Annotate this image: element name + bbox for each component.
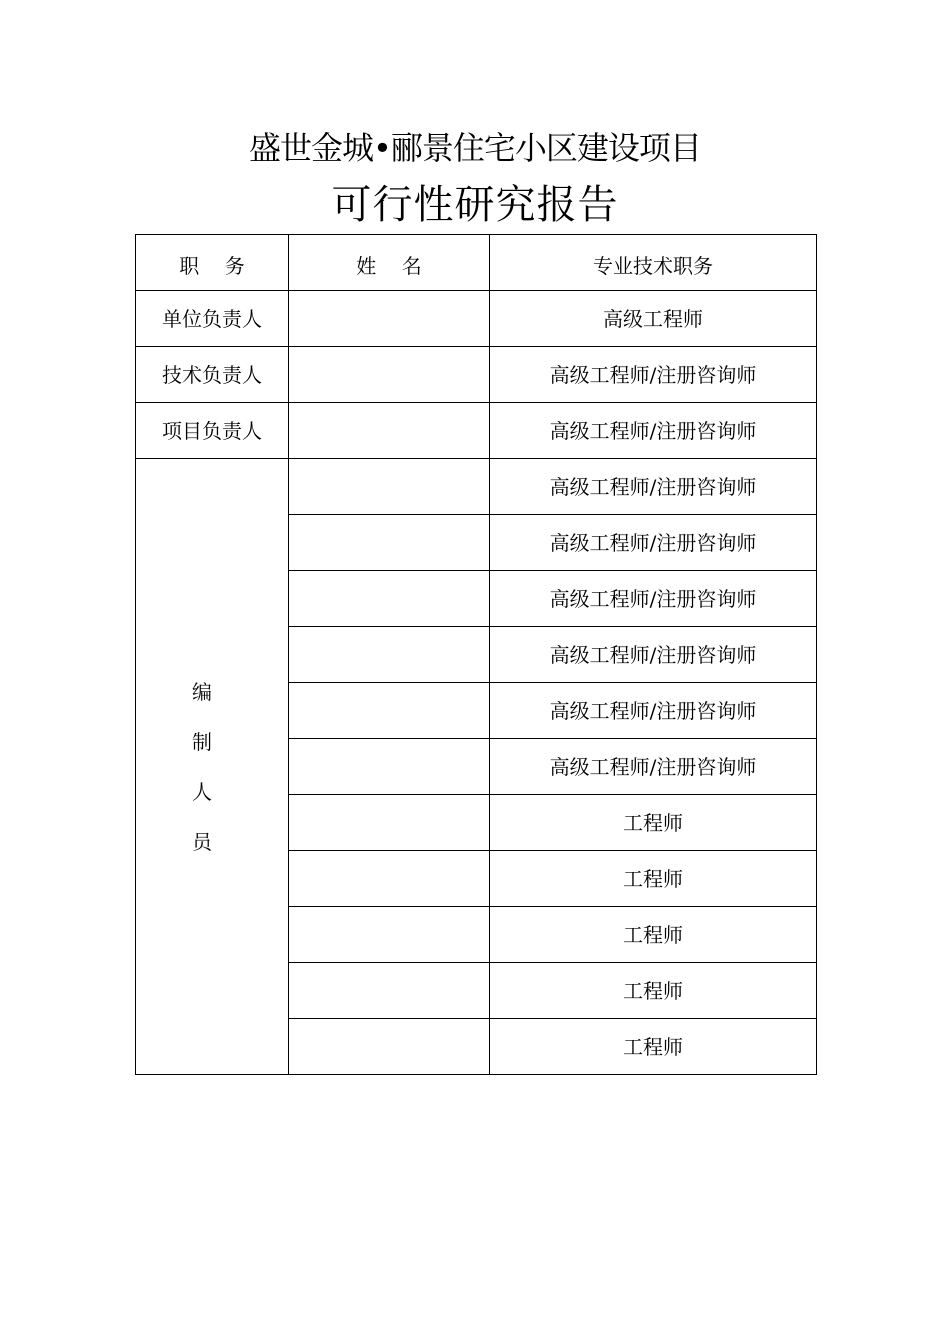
report-project-title: 盛世金城•郦景住宅小区建设项目 <box>249 129 701 167</box>
title-cell: 高级工程师/注册咨询师 <box>490 627 817 683</box>
name-cell <box>289 347 490 403</box>
header-name: 姓 名 <box>289 235 490 291</box>
title-cell: 高级工程师/注册咨询师 <box>490 403 817 459</box>
compilers-role-cell <box>136 459 289 1075</box>
title-cell: 高级工程师/注册咨询师 <box>490 571 817 627</box>
staff-table <box>135 234 817 1075</box>
table-header-row <box>136 235 817 291</box>
name-cell <box>289 795 490 851</box>
title-cell: 高级工程师/注册咨询师 <box>490 683 817 739</box>
title-cell: 工程师 <box>490 851 817 907</box>
name-cell <box>289 683 490 739</box>
report-type-title: 可行性研究报告 <box>331 182 619 228</box>
compilers-vertical-label: 编 制 人 员 <box>192 679 212 854</box>
table-row <box>136 403 817 459</box>
title-cell: 工程师 <box>490 795 817 851</box>
role-cell: 技术负责人 <box>136 347 289 403</box>
title-cell: 工程师 <box>490 1019 817 1075</box>
table-row <box>136 291 817 347</box>
name-cell <box>289 459 490 515</box>
title-cell: 高级工程师/注册咨询师 <box>490 739 817 795</box>
table-row <box>136 347 817 403</box>
name-cell <box>289 1019 490 1075</box>
name-cell <box>289 851 490 907</box>
name-cell <box>289 515 490 571</box>
name-cell <box>289 963 490 1019</box>
name-cell <box>289 403 490 459</box>
header-title: 专业技术职务 <box>490 235 817 291</box>
title-cell: 工程师 <box>490 963 817 1019</box>
name-cell <box>289 571 490 627</box>
title-cell: 工程师 <box>490 907 817 963</box>
header-role: 职 务 <box>136 235 289 291</box>
title-cell: 高级工程师 <box>490 291 817 347</box>
name-cell <box>289 907 490 963</box>
title-cell: 高级工程师/注册咨询师 <box>490 515 817 571</box>
title-cell: 高级工程师/注册咨询师 <box>490 459 817 515</box>
name-cell <box>289 739 490 795</box>
name-cell <box>289 291 490 347</box>
table-row <box>136 459 817 515</box>
role-cell: 单位负责人 <box>136 291 289 347</box>
title-cell: 高级工程师/注册咨询师 <box>490 347 817 403</box>
role-cell: 项目负责人 <box>136 403 289 459</box>
name-cell <box>289 627 490 683</box>
